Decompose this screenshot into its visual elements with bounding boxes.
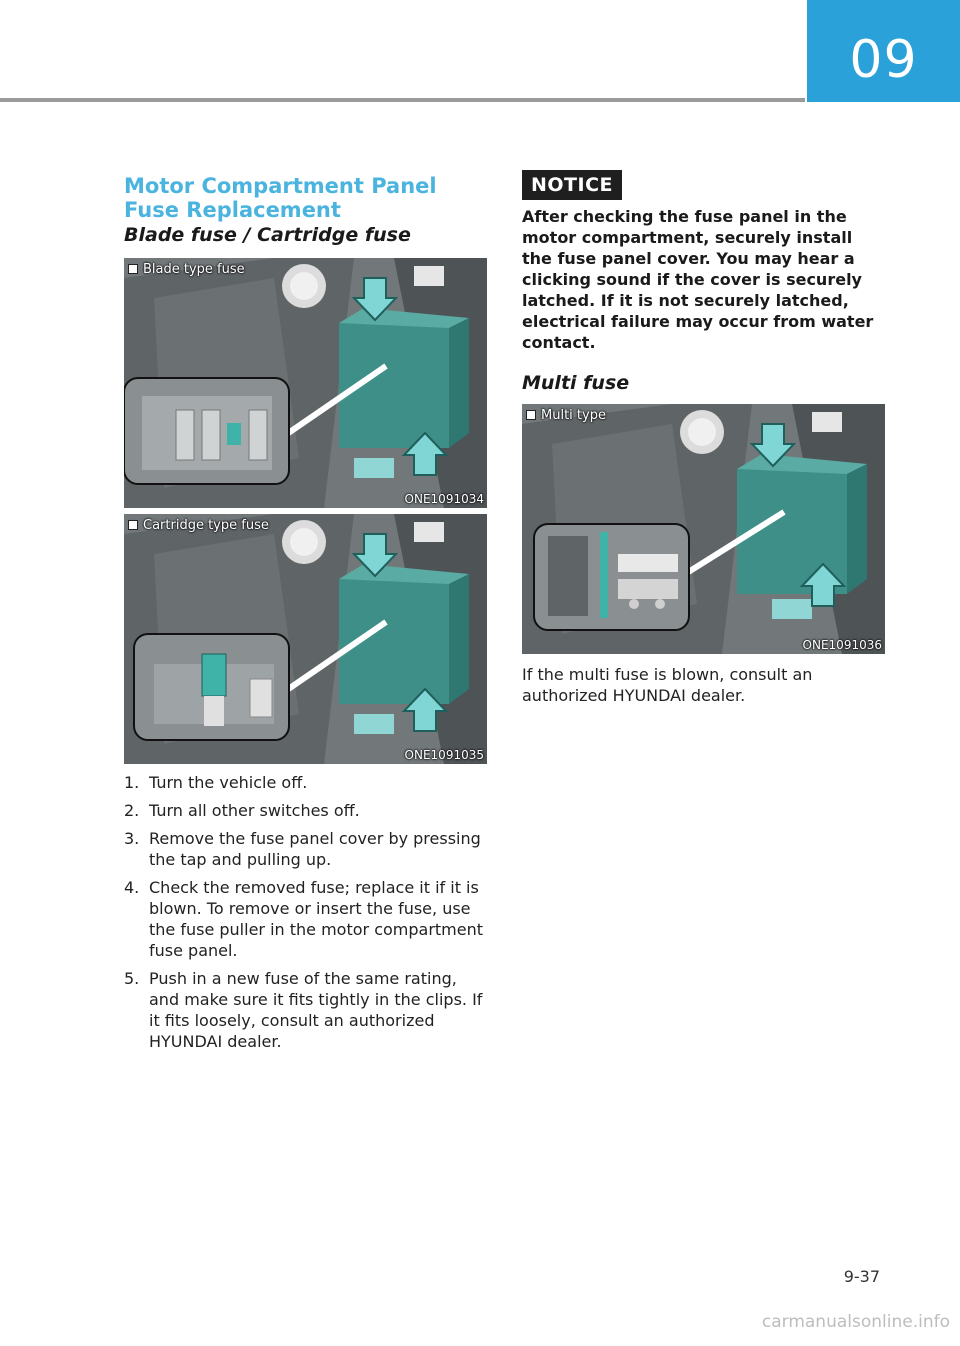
step-item: 2. Turn all other switches off. [124, 801, 360, 820]
page-number: 9-37 [843, 1267, 880, 1286]
square-bullet-icon [128, 520, 138, 530]
subtitle-blade-cartridge: Blade fuse / Cartridge fuse [124, 224, 411, 246]
figure-label: Cartridge type fuse [128, 518, 269, 533]
engine-bay-illustration [124, 258, 487, 508]
watermark: carmanualsonline.info [761, 1312, 950, 1332]
multi-fuse-figure [522, 404, 885, 654]
cartridge-fuse-figure [124, 514, 487, 764]
step-item: 4. Check the removed fuse; replace it if it is blown. To remove or insert the fuse, use the fuse puller in the motor compartment fuse panel. [124, 878, 484, 960]
chapter-number: 09 [849, 30, 918, 90]
figure-code: ONE1091036 [802, 638, 882, 652]
square-bullet-icon [526, 410, 536, 420]
figure-code: ONE1091035 [404, 748, 484, 762]
section-title: Motor Compartment Panel Fuse Replacement [124, 174, 437, 222]
subtitle-multi-fuse: Multi fuse [522, 372, 630, 394]
chapter-tab [807, 0, 960, 102]
step-item: 1. Turn the vehicle off. [124, 773, 308, 792]
notice-text: After checking the fuse panel in the motor compartment, securely install the fuse panel cover. You may hear a clicking sound if the cover is securely latched. If it is not securely latched, electrical failure may occur from water contact. [522, 207, 874, 352]
step-item: 5. Push in a new fuse of the same rating, and make sure it fits tightly in the clips. If it fits loosely, consult an authorized HYUNDAI dealer. [124, 969, 483, 1051]
multi-fuse-instruction: If the multi fuse is blown, consult an authorized HYUNDAI dealer. [522, 665, 813, 705]
square-bullet-icon [128, 264, 138, 274]
figure-label: Multi type [526, 408, 606, 423]
engine-bay-illustration [522, 404, 885, 654]
step-item: 3. Remove the fuse panel cover by pressing the tap and pulling up. [124, 829, 481, 869]
notice-badge: NOTICE [522, 170, 622, 200]
figure-label: Blade type fuse [128, 262, 245, 277]
engine-bay-illustration [124, 514, 487, 764]
header-rule [0, 98, 805, 102]
blade-fuse-figure [124, 258, 487, 508]
procedure-steps [124, 772, 490, 1059]
figure-code: ONE1091034 [404, 492, 484, 506]
